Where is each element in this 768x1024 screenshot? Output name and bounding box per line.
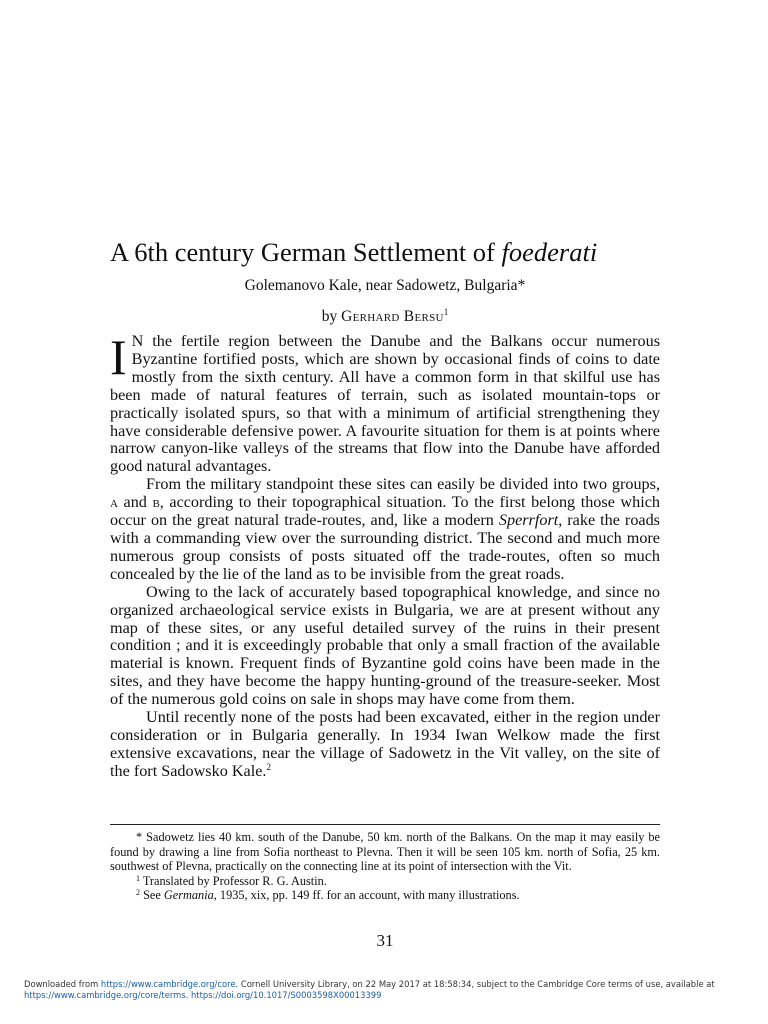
sperrfort-term: Sperrfort	[498, 511, 559, 530]
author-note-mark: 1	[443, 307, 449, 317]
paragraph-4-text: Until recently none of the posts had been excavated, either in the region under consideration or in Bulgaria generally. In 1934 Iwan Welkow made the first extensive excavations, near the village of Sadowetz in the Vit valley, on the site of the fort Sadowsko Kale.	[110, 708, 660, 780]
paragraph-3: Owing to the lack of accurately based topographical knowledge, and since no organized archaeological service exists in Bulgaria, we are at present without any map of these sites, or any useful detailed survey of the ruins in their present condition ; and it is exceedingly probable that only a small fraction of the available material is known. Frequent finds of Byzantine gold coins have been made in the sites, and they have become the happy hunting-ground of the treasure-seeker. Most of the numerous gold coins on sale in shops may have come from them.	[110, 582, 660, 709]
germania-title: Germania	[163, 888, 214, 903]
paragraph-2-text-c: , rake the roads with a commanding view over the surrounding district. The second and much more numerous group consists of posts situated off the trade-routes, often so much concealed by the lie of the land as to be invisible from the great roads.	[110, 511, 660, 583]
paragraph-1	[110, 329, 660, 476]
paragraph-2-text-b: , according to their topographical situation. To the first belong those which occur on the great natural trade-routes, and, like a modern	[110, 493, 660, 530]
footnote-2-mark: 2	[136, 888, 140, 898]
page-number: 31	[376, 931, 394, 950]
download-footer	[24, 979, 754, 1001]
author-name: Gerhard Bersu	[341, 308, 444, 325]
footnote-2	[110, 888, 660, 903]
paragraph-2-text-a: From the military standpoint these sites can easily be divided into two groups,	[146, 475, 660, 494]
paragraph-4	[110, 709, 660, 781]
byline-prefix: by	[321, 308, 342, 325]
footer-prefix: Downloaded from	[24, 979, 101, 989]
article-title-main: A 6th century German Settlement of	[110, 237, 502, 267]
footer-separator: .	[185, 990, 191, 1000]
article-title	[110, 236, 660, 268]
footer-middle: . Cornell University Library, on 22 May 2017 at 18:58:34, subject to the Cambridge Core terms of use, available at	[235, 979, 715, 989]
footnotes	[110, 830, 660, 903]
footnote-2-text-a: See	[140, 888, 164, 903]
footnote-ref-2: 2	[266, 761, 271, 772]
terms-link[interactable]: https://www.cambridge.org/core/terms	[24, 990, 186, 1000]
article-subtitle: Golemanovo Kale, near Sadowetz, Bulgaria*	[244, 277, 526, 294]
footnote-1	[110, 874, 660, 889]
doi-link[interactable]: https://doi.org/10.1017/S0003598X00013399	[191, 990, 382, 1000]
footnote-star: * Sadowetz lies 40 km. south of the Danube, 50 km. north of the Balkans. On the map it may easily be found by drawing a line from Sofia northeast to Plevna. Then it will be seen 105 km. north of Sofia, 25 km. southwest of Plevna, practically on the connecting line at its point of intersection with the Vit.	[110, 830, 660, 874]
paragraph-2	[110, 476, 660, 583]
group-a-label: a	[110, 493, 118, 512]
group-b-label: b	[152, 493, 160, 512]
drop-cap: I	[110, 329, 127, 385]
article-title-italic: foederati	[501, 237, 598, 267]
article-body	[110, 329, 660, 781]
cambridge-core-link[interactable]: https://www.cambridge.org/core	[100, 979, 236, 989]
footnote-2-text-b: , 1935, xix, pp. 149 ff. for an account, with many illustrations.	[213, 888, 520, 903]
footnote-1-mark: 1	[136, 873, 140, 883]
paragraph-1-text: N the fertile region between the Danube and the Balkans occur numerous Byzantine fortified posts, which are shown by occasional finds of coins to date mostly from the sixth century. All have a common form in that skilful use has been made of natural features of terrain, such as isolated mountain-tops or practically isolated spurs, so that with a minimum of artificial strengthening they have considerable defensive power. A favourite situation for them is at points where narrow canyon-like valleys of the streams that flow into the Danube have afforded good natural advantages.	[110, 332, 660, 476]
footnote-divider	[110, 824, 660, 825]
paragraph-2-and: and	[117, 493, 153, 512]
article-byline	[110, 307, 660, 327]
footnote-1-text: Translated by Professor R. G. Austin.	[140, 873, 327, 888]
